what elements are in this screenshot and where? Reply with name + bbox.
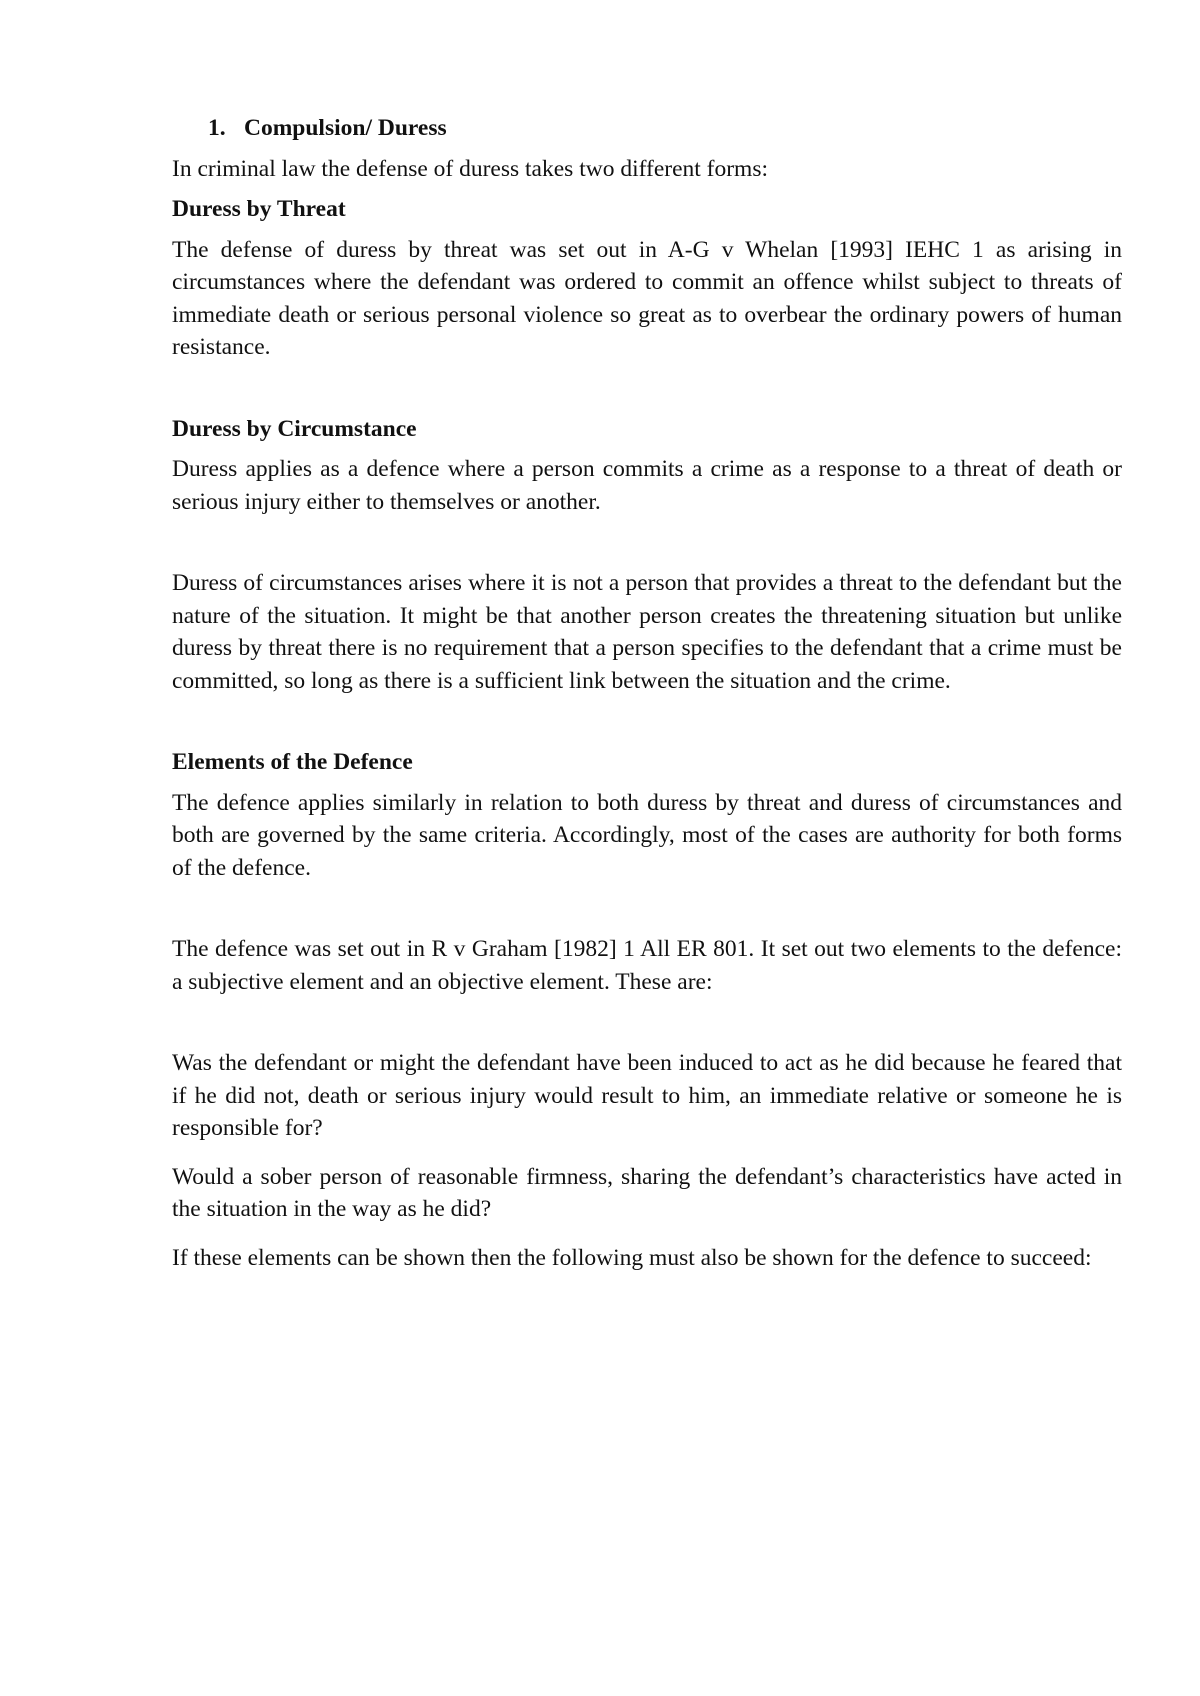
document-page: [172, 112, 1122, 1282]
circumstance-paragraph-1: Duress applies as a defence where a person commits a crime as a response to a threat of death or serious injury either to themselves or another.: [172, 456, 1122, 515]
circumstance-heading: Duress by Circumstance: [172, 415, 417, 442]
section-heading: [172, 112, 1122, 145]
elements-paragraph-1: The defence applies similarly in relation to both duress by threat and duress of circumstances and both are governed by the same criteria. Accordingly, most of the cases are authority for both forms of the defence.: [172, 789, 1122, 881]
threat-paragraph: The defense of duress by threat was set out in A-G v Whelan [1993] IEHC 1 as arising in circumstances where the defendant was ordered to commit an offence whilst subject to threats of immediate death or serious personal violence so great as to overbear the ordinary powers of human resistance.: [172, 236, 1122, 360]
section-number: 1.: [208, 115, 226, 141]
section-title: Compulsion/ Duress: [244, 115, 447, 141]
elements-paragraph-2: The defence was set out in R v Graham [1982] 1 All ER 801. It set out two elements to the defence: a subjective element and an objective element. These are:: [172, 936, 1122, 995]
intro-paragraph: In criminal law the defense of duress takes two different forms:: [172, 155, 769, 182]
elements-heading: Elements of the Defence: [172, 749, 413, 775]
elements-paragraph-5: If these elements can be shown then the following must also be shown for the defence to succeed:: [172, 1244, 1092, 1271]
threat-heading: Duress by Threat: [172, 196, 346, 222]
elements-paragraph-4: Would a sober person of reasonable firmness, sharing the defendant’s characteristics have acted in the situation in the way as he did?: [172, 1163, 1122, 1222]
elements-paragraph-3: Was the defendant or might the defendant have been induced to act as he did because he feared that if he did not, death or serious injury would result to him, an immediate relative or someone he is responsible for?: [172, 1050, 1122, 1141]
circumstance-paragraph-2: Duress of circumstances arises where it is not a person that provides a threat to the defendant but the nature of the situation. It might be that another person creates the threatening situation but unlike duress by threat there is no requirement that a person specifies to the defendant that a crime must be committed, so long as there is a sufficient link between the situation and the crime.: [172, 570, 1122, 694]
